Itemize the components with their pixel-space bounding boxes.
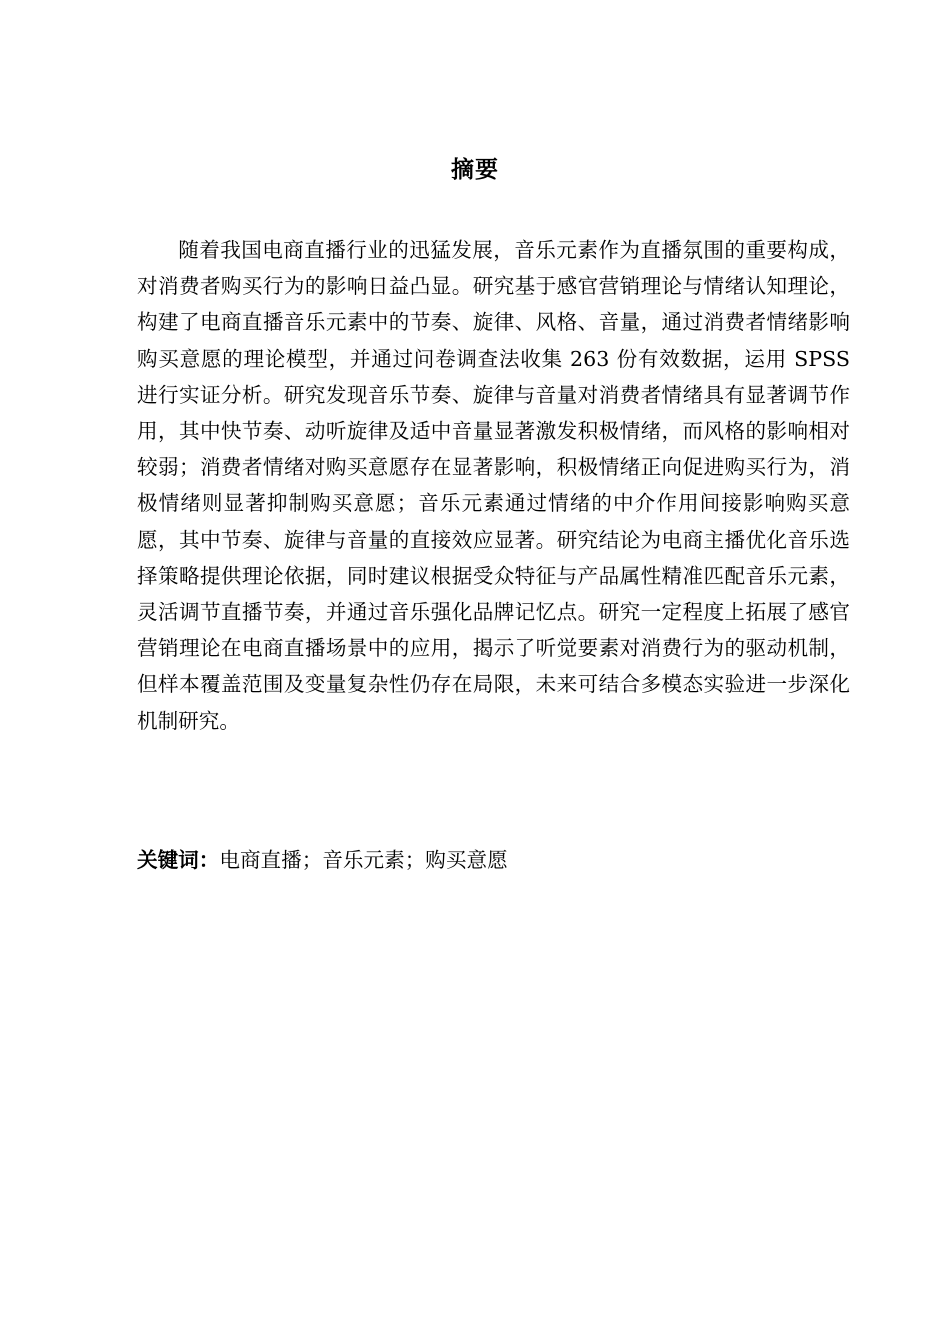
abstract-body: 随着我国电商直播行业的迅猛发展，音乐元素作为直播氛围的重要构成，对消费者购买行为的影响日益凸显。研究基于感官营销理论与情绪认知理论，构建了电商直播音乐元素中的节奏、旋律、风格、音量，通过消费者情绪影响购买意愿的理论模型，并通过问卷调查法收集 263 份有效数据，运用 SPSS 进行实证分析。研究发现音乐节奏、旋律与音量对消费者情绪具有显著调节作用，其中快节奏、动听旋律及适中音量显著激发积极情绪，而风格的影响相对较弱；消费者情绪对购买意愿存在显著影响，积极情绪正向促进购买行为，消极情绪则显著抑制购买意愿；音乐元素通过情绪的中介作用间接影响购买意愿，其中节奏、旋律与音量的直接效应显著。研究结论为电商主播优化音乐选择策略提供理论依据，同时建议根据受众特征与产品属性精准匹配音乐元素，灵活调节直播节奏，并通过音乐强化品牌记忆点。研究一定程度上拓展了感官营销理论在电商直播场景中的应用，揭示了听觉要素对消费行为的驱动机制，但样本覆盖范围及变量复杂性仍存在局限，未来可结合多模态实验进一步深化机制研究。: [137, 238, 850, 733]
keywords-line: [137, 842, 850, 878]
abstract-title: 摘要: [451, 156, 499, 183]
keywords-list: 电商直播；音乐元素；购买意愿: [219, 848, 508, 872]
keywords-label: 关键词：: [137, 848, 220, 872]
